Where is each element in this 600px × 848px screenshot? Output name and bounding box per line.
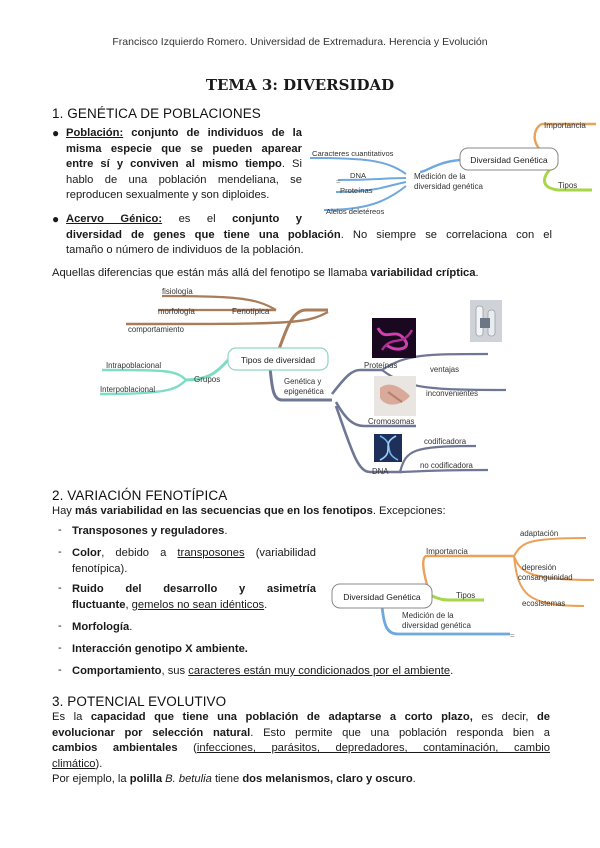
mindmap-diversidad-genetica-1 [306,112,600,220]
map2-genetica-1: Genética y [284,377,322,386]
list-item-morfologia: Morfología. [72,621,133,633]
term-acervo: Acervo Génico: [66,213,163,225]
list-dash: - [58,582,62,594]
bullet-dot: ● [52,126,60,140]
map2-fenotipica: Fenotípica [232,307,270,316]
section-3-paragraph: Es la capacidad que tiene una población de adaptarse a corto plazo, es decir, de evolucionar por selección natural. Esto permite que una población responda bien a cambios ambientales (infecciones, parásitos, depredadores, contaminación, cambio climático). Por ejemplo, la polilla B. betulia tiene dos melanismos, claro y oscuro. [52,711,551,786]
section-3-heading: 3. POTENCIAL EVOLUTIVO [52,694,227,709]
map2-proteinas: Proteínas [364,361,398,370]
map3-ecosistemas: ecosistemas [522,599,566,608]
map2-comportamiento: comportamiento [128,325,184,334]
lab-tubes-image [470,300,502,342]
mindmap-tipos-diversidad [96,284,516,480]
map2-genetica-2: epigenética [284,387,324,396]
list-dash: - [58,620,62,632]
map2-inter: Interpoblacional [100,385,156,394]
map2-no-codificadora: no codificadora [420,461,473,470]
map3-tipos: Tipos [456,591,476,600]
map3-center: Diversidad Genética [343,592,421,602]
list-dash: - [58,546,62,558]
section-2-intro: Hay más variabilidad en las secuencias que en los fenotipos. Excepciones: [52,505,446,517]
map2-center: Tipos de diversidad [240,355,316,365]
map2-ventajas: ventajas [430,365,460,374]
collapse-icon: = [336,177,341,186]
list-item-ruido: Ruido del desarrollo y asimetría fluctuante, gemelos no sean idénticos. [72,583,316,611]
map1-dna: DNA [350,171,367,180]
bullet-poblacion: Población: conjunto de individuos de la misma especie que se pueden aparear entre sí y conviven al mismo tiempo. Si hablo de una población mendeliana, se reproducen sexualmente y son diploides. [66,127,302,202]
map2-cromosomas: Cromosomas [368,417,415,426]
map3-depresion-2: consanguinidad [518,573,573,582]
list-dash: - [58,664,62,676]
list-item-comportamiento: Comportamiento, sus caracteres están muy condicionados por el ambiente. [72,665,454,677]
section-2-heading: 2. VARIACIÓN FENOTÍPICA [52,488,228,503]
cryptic-paragraph: Aquellas diferencias que están más allá del fenotipo se llamaba variabilidad críptica. [52,267,479,279]
map1-medicion-2: diversidad genética [414,182,483,191]
list-item-color: Color, debido a transposones (variabilidad fenotípica). [72,547,317,575]
chromosome-image [374,376,416,416]
map3-depresion-1: depresión [522,563,557,572]
map1-alelos: Alelos deletéreos [326,207,385,216]
bullet-acervo: Acervo Génico: es el conjunto y diversidad de genes que tiene una población. No siempre se correlaciona con el tamaño o número de individuos de la población. [66,213,552,257]
map3-medicion-2: diversidad genética [402,621,471,630]
map2-dna: DNA [372,467,389,476]
map1-tipos: Tipos [558,181,578,190]
map1-medicion-1: Medición de la [414,172,466,181]
map1-center: Diversidad Genética [470,155,548,165]
map3-importancia: Importancia [426,547,468,556]
map2-grupos: Grupos [194,375,221,384]
dna-image [374,434,402,462]
list-dash: - [58,642,62,654]
list-item-interaccion: Interacción genotipo X ambiente. [72,643,248,655]
map2-fisiologia: fisiología [162,287,193,296]
protein-structure-image [372,318,416,358]
term-poblacion: Población: [66,127,124,139]
list-item-transposones: Transposones y reguladores. [72,525,228,537]
bullet-dot: ● [52,212,60,226]
collapse-icon: = [510,631,515,640]
page-title: TEMA 3: DIVERSIDAD [205,76,395,94]
page-header: Francisco Izquierdo Romero. Universidad de Extremadura. Herencia y Evolución [112,36,488,48]
map2-codificadora: codificadora [424,437,467,446]
map2-intra: Intrapoblacional [106,361,162,370]
list-dash: - [58,524,62,536]
mindmap-diversidad-genetica-2 [322,528,598,644]
map3-adaptacion: adaptación [520,529,559,538]
map1-importancia: Importancia [544,121,586,130]
section-1-heading: 1. GENÉTICA DE POBLACIONES [52,106,261,121]
map1-proteinas: Proteínas [340,186,373,195]
map2-morfologia: morfología [158,307,195,316]
map2-inconvenientes: inconvenientes [426,389,479,398]
map1-caracteres: Caracteres cuantitativos [312,149,394,158]
map3-medicion-1: Medición de la [402,611,454,620]
